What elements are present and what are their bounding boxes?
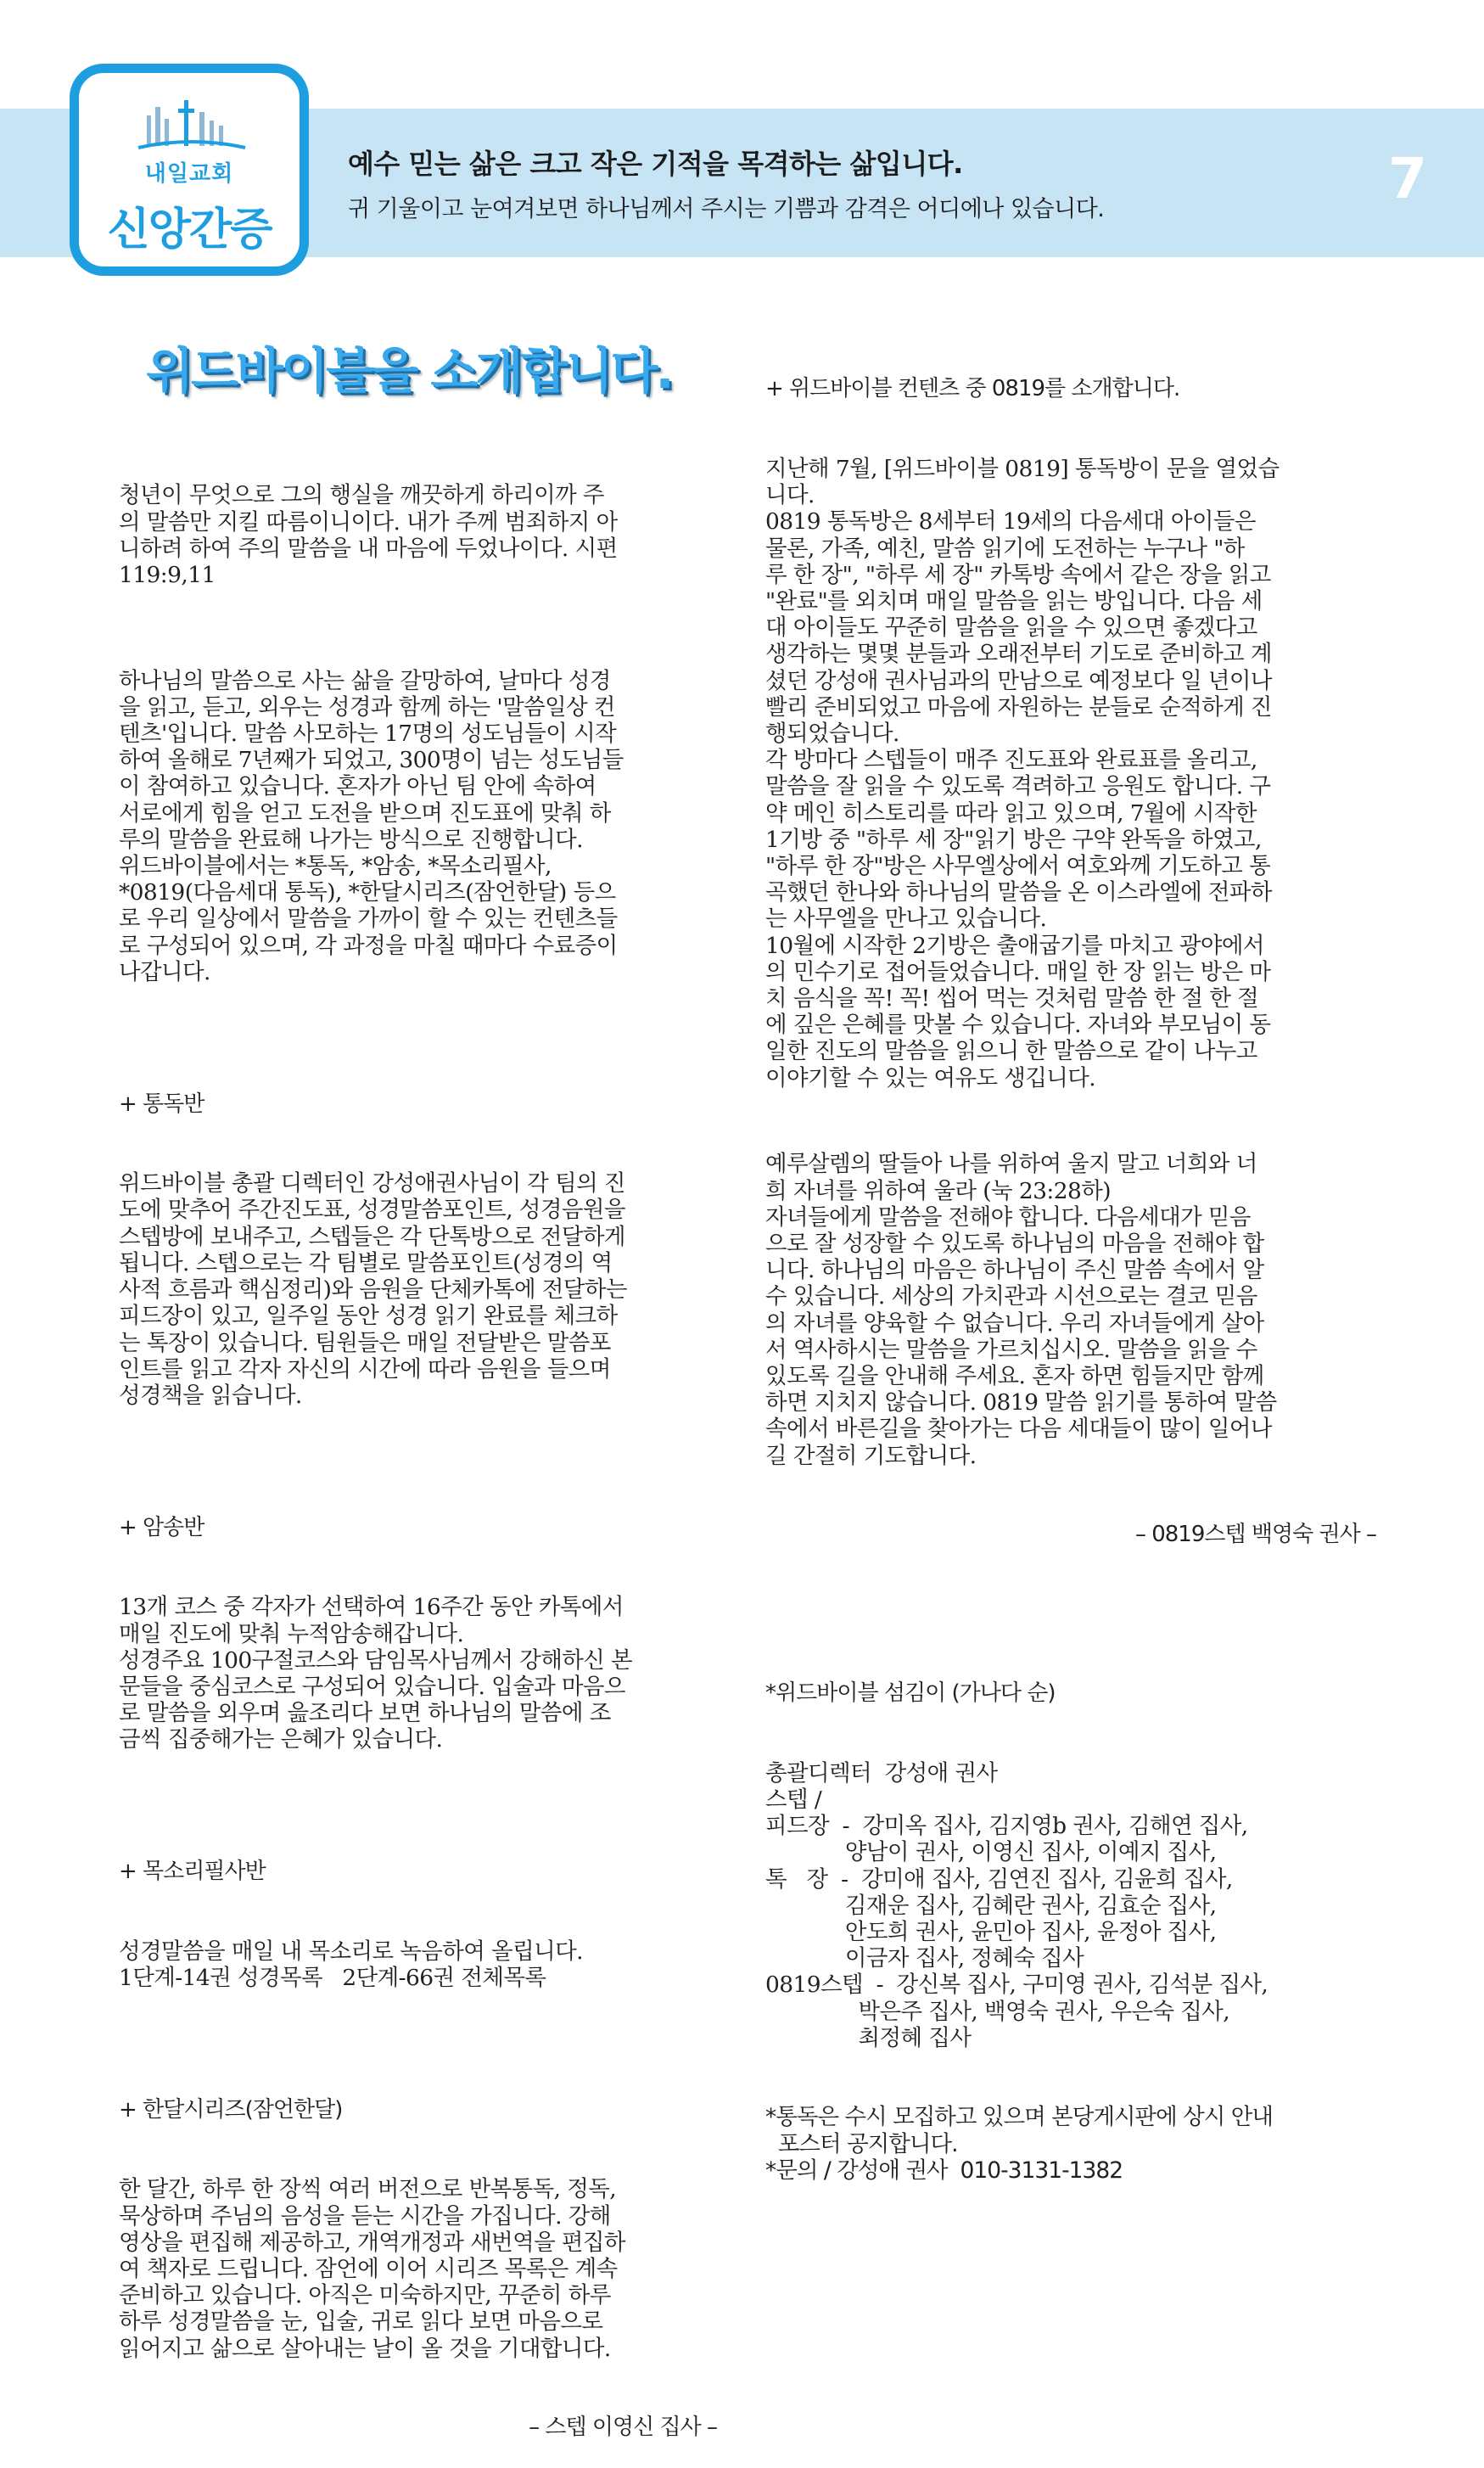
page-number: 7 [1388,146,1427,211]
intro-paragraph: 하나님의 말씀으로 사는 삶을 갈망하여, 날마다 성경 을 읽고, 듣고, 외우는 성경과 함께 하는 '말씀일상 컨 텐츠'입니다. 말씀 사모하는 17명의 성도님들이 시작 하여 올해로 7년째가 되었고, 300명이 넘는 성도님들 이 참여하고 있습니다. 혼자가 아닌 팀 안에 속하여 서로에게 힘을 얻고 도전을 받으며 진도표에 맞춰 하 루의 말씀을 완료해 나가는 방식으로 진행합니다. 위드바이블에서는 *통독, *암송, *목소리필사, *0819(다음세대 통독), *한달시리즈(잠언한달) 등으 로 우리 일상에서 말씀을 가까이 할 수 있는 컨텐츠들 로 구성되어 있으며, 각 과정을 마칠 때마다 수료증이 나갑니다. [119,667,624,985]
section-body-0819: 지난해 7월, [위드바이블 0819] 통독방이 문을 열었습 니다. 0819 통독방은 8세부터 19세의 다음세대 아이들은 물론, 가족, 예친, 말씀 읽기에 도전하는 누구나 "하 루 한 장", "하루 세 장" 카톡방 속에서 같은 장을 읽고 "완료"를 외치며 매일 말씀을 읽는 방입니다. 다음 세 대 아이들도 꾸준히 말씀을 읽을 수 있으면 좋겠다고 생각하는 몇몇 분들과 오래전부터 기도로 준비하고 계 셨던 강성애 권사님과의 만남으로 예정보다 일 년이나 빨리 준비되었고 마음에 자원하는 분들로 순적하게 진 행되었습니다. 각 방마다 스텝들이 매주 진도표와 완료표를 올리고, 말씀을 잘 읽을 수 있도록 격려하고 응원도 합니다. 구 약 메인 히스토리를 따라 읽고 있으며, 7월에 시작한 1기방 중 "하루 세 장"읽기 방은 구약 완독을 하였고, "하루 한 장"방은 사무엘상에서 여호와께 기도하고 통 곡했던 한나와 하나님의 말씀을 온 이스라엘에 전파하 는 사무엘을 만나고 있습니다. 10월에 시작한 2기방은 출애굽기를 마치고 광야에서 의 민수기로 접어들었습니다. 매일 한 장 읽는 방은 마 치 음식을 꼭! 꼭! 씹어 먹는 것처럼 말씀 한 절 한 절 에 깊은 은혜를 맛볼 수 있습니다. 자녀와 부모님이 동 일한 진도의 말씀을 읽으니 한 말씀으로 같이 나누고 이야기할 수 있는 여유도 생깁니다. [765,456,1280,1091]
closing-paragraph: 예루살렘의 딸들아 나를 위하여 울지 말고 너희와 너 희 자녀를 위하여 울라 (눅 23:28하) 자녀들에게 말씀을 전해야 합니다. 다음세대가 믿음 으로 잘 성장할 수 있도록 하나님의 마음을 전해야 합 니다. 하나님의 마음은 하나님이 주신 말씀 속에서 알 수 있습니다. 세상의 가치관과 시선으로는 결코 믿음 의 자녀를 양육할 수 없습니다. 우리 자녀들에게 살아 서 역사하시는 말씀을 가르치십시오. 말씀을 읽을 수 있도록 길을 안내해 주세요. 혼자 하면 힘들지만 함께 하면 지치지 않습니다. 0819 말씀 읽기를 통하여 말씀 속에서 바른길을 찾아가는 다음 세대들이 많이 일어나 길 간절히 기도합니다. [765,1151,1277,1469]
staff-heading: *위드바이블 섬김이 (가나다 순) [765,1680,1056,1707]
header-headline: 예수 믿는 삶은 크고 작은 기적을 목격하는 삶입니다. [348,148,963,180]
header-subline: 귀 기울이고 눈여겨보면 하나님께서 주시는 기쁨과 감격은 어디에나 있습니다. [348,196,1105,222]
section-heading-0819: + 위드바이블 컨텐츠 중 0819를 소개합니다. [765,376,1180,402]
section-heading-amsong: + 암송반 [119,1514,204,1540]
notice-text: *통독은 수시 모집하고 있으며 본당게시판에 상시 안내 포스터 공지합니다. *문의 / 강성애 권사 010-3131-1382 [765,2104,1273,2184]
church-skyline-icon [137,97,247,156]
staff-list: 총괄디렉터 강성애 권사 스텝 / 피드장 - 강미옥 집사, 김지영b 권사, 김해연 집사, 양남이 권사, 이영신 집사, 이예지 집사, 톡 장 - 강미애 집사, 김연진 집사, 김윤희 집사, 김재운 집사, 김혜란 권사, 김효순 집사, 안도희 권사, 윤민아 집사, 윤정아 집사, 이금자 집사, 정혜숙 집사 0819스텝 - 강신복 집사, 구미영 권사, 김석분 집사, 박은주 집사, 백영숙 권사, 우은숙 집사, 최정혜 집사 [765,1759,1268,2051]
section-heading-voice: + 목소리필사반 [119,1859,266,1885]
section-body-monthly: 한 달간, 하루 한 장씩 여러 버전으로 반복통독, 정독, 묵상하며 주님의 음성을 듣는 시간을 가집니다. 강해 영상을 편집해 제공하고, 개역개정과 새번역을 편집하 여 책자로 드립니다. 잠언에 이어 시리즈 목록은 계속 준비하고 있습니다. 아직은 미숙하지만, 꾸준히 하루 하루 성경말씀을 눈, 입술, 귀로 읽다 보면 마음으로 읽어지고 삶으로 살아내는 날이 올 것을 기대합니다. [119,2176,625,2362]
section-heading-tongdok: + 통독반 [119,1091,204,1117]
section-title: 신앙간증 [107,205,272,255]
section-body-tongdok: 위드바이블 총괄 디렉터인 강성애권사님이 각 팀의 진 도에 맞추어 주간진도표, 성경말씀포인트, 성경음원을 스텝방에 보내주고, 스텝들은 각 단톡방으로 전달하게 됩니다. 스텝으로는 각 팀별로 말씀포인트(성경의 역 사적 흐름과 핵심정리)와 음원을 단체카톡에 전달하는 피드장이 있고, 일주일 동안 성경 읽기 완료를 체크하 는 톡장이 있습니다. 팀원들은 매일 전달받은 말씀포 인트를 읽고 각자 자신의 시간에 따라 음원을 들으며 성경책을 읽습니다. [119,1170,627,1409]
section-heading-monthly: + 한달시리즈(잠언한달) [119,2096,343,2123]
right-column [765,323,1376,2210]
church-logo-badge [70,64,309,276]
article-title: 위드바이블을 소개합니다. [146,342,672,400]
right-signature: – 0819스텝 백영숙 권사 – [1134,1522,1376,1548]
church-name: 내일교회 [144,161,234,187]
scripture-quote: 청년이 무엇으로 그의 행실을 깨끗하게 하리이까 주 의 말씀만 지킬 따름이니이다. 내가 주께 범죄하지 아 니하려 하여 주의 말씀을 내 마음에 두었나이다. 시편 119:9,11 [119,482,618,589]
section-body-voice: 성경말씀을 매일 내 목소리로 녹음하여 올립니다. 1단계-14권 성경목록 2단계-66권 전체목록 [119,1938,583,1991]
left-signature: – 스텝 이영신 집사 – [529,2415,717,2441]
left-column [119,429,717,2468]
section-body-amsong: 13개 코스 중 각자가 선택하여 16주간 동안 카톡에서 매일 진도에 맞춰 누적암송해갑니다. 성경주요 100구절코스와 담임목사님께서 강해하신 본 문들을 중심코스로 구성되어 있습니다. 입술과 마음으 로 말씀을 외우며 읊조리다 보면 하나님의 말씀에 조 금씩 집중해가는 은혜가 있습니다. [119,1594,633,1753]
